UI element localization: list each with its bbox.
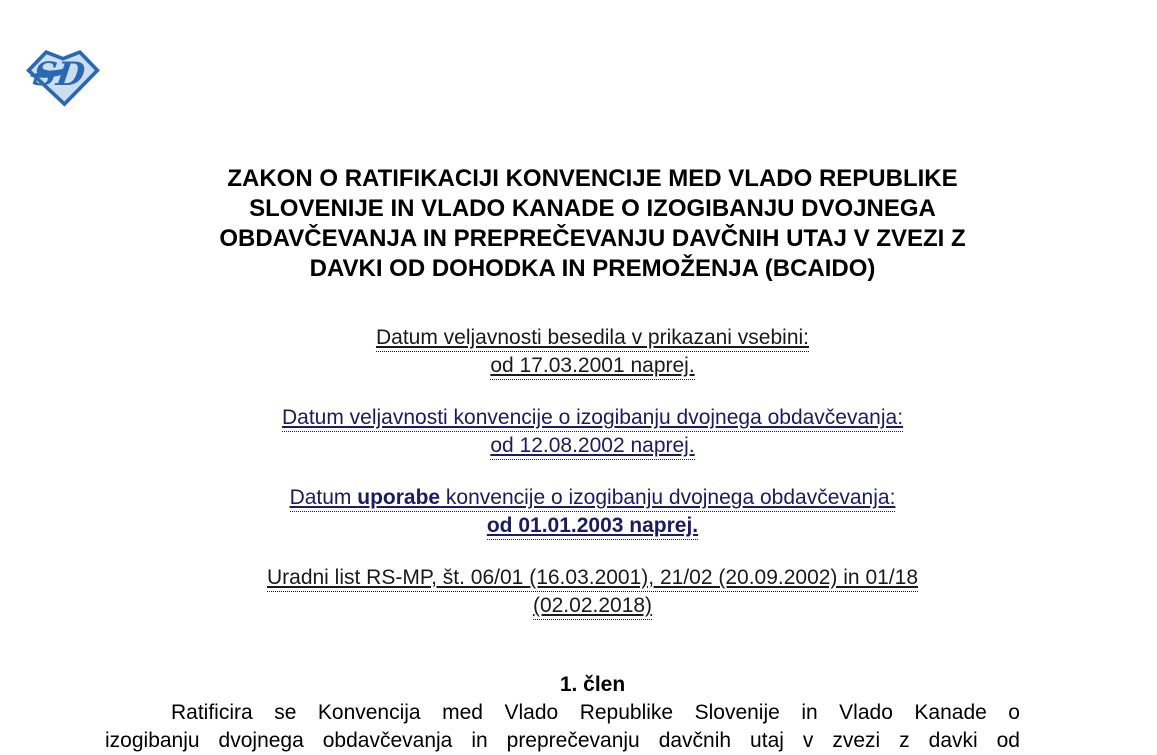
convention-application-heading-line (165, 484, 1020, 512)
validity-text-heading: Datum veljavnosti besedila v prikazani vsebini: (376, 326, 809, 352)
title-line-3: OBDAVČEVANJA IN PREPREČEVANJU DAVČNIH UTAJ V ZVEZI Z (219, 225, 966, 252)
gazette-reference-date: (02.02.2018) (533, 594, 652, 620)
application-heading-bold-word: uporabe (357, 486, 441, 509)
sd-logo-icon (26, 47, 100, 107)
article-body-line-2: izogibanju dvojnega obdavčevanja in preprečevanju davčnih utaj v zvezi z davki od (105, 729, 1020, 752)
validity-text-value: od 17.03.2001 naprej. (490, 354, 694, 380)
convention-validity-block (105, 404, 1020, 460)
article-1-heading: 1. člen (559, 673, 626, 696)
gazette-line-2 (165, 592, 1020, 620)
official-gazette-block (105, 564, 1020, 620)
article-body-line-1: Ratificira se Konvencija med Vlado Republike Slovenije in Vlado Kanade o (171, 701, 1020, 724)
validity-text-value-line (165, 352, 1020, 380)
gazette-reference: Uradni list RS-MP, št. 06/01 (16.03.2001), 21/02 (20.09.2002) in 01/18 (267, 566, 918, 592)
gazette-line-1 (165, 564, 1020, 592)
article-1-body (105, 699, 1020, 755)
title-line-2: SLOVENIJE IN VLADO KANADE O IZOGIBANJU DVOJNEGA (249, 195, 936, 222)
convention-validity-link[interactable]: Datum veljavnosti konvencije o izogibanju dvojnega obdavčevanja: (282, 406, 903, 432)
logo-monogram: SD (30, 55, 88, 94)
convention-validity-date-link[interactable]: od 12.08.2002 naprej. (490, 434, 694, 460)
convention-application-date-link[interactable]: od 01.01.2003 naprej. (487, 514, 698, 540)
title-line-4: DAVKI OD DOHODKA IN PREMOŽENJA (BCAIDO) (309, 255, 876, 282)
convention-application-value-line (165, 512, 1020, 540)
convention-application-link[interactable] (290, 486, 896, 512)
document-content (105, 0, 1020, 755)
validity-text-block (105, 324, 1020, 380)
convention-validity-value-line (165, 432, 1020, 460)
convention-validity-heading-line (165, 404, 1020, 432)
application-heading-prefix: Datum (289, 486, 358, 509)
title-line-1: ZAKON O RATIFIKACIJI KONVENCIJE MED VLADO REPUBLIKE (227, 165, 958, 192)
document-title (105, 164, 1020, 284)
application-heading-suffix: konvencije o izogibanju dvojnega obdavčevanja: (440, 486, 896, 509)
validity-text-heading-line (165, 324, 1020, 352)
convention-application-block (105, 484, 1020, 540)
